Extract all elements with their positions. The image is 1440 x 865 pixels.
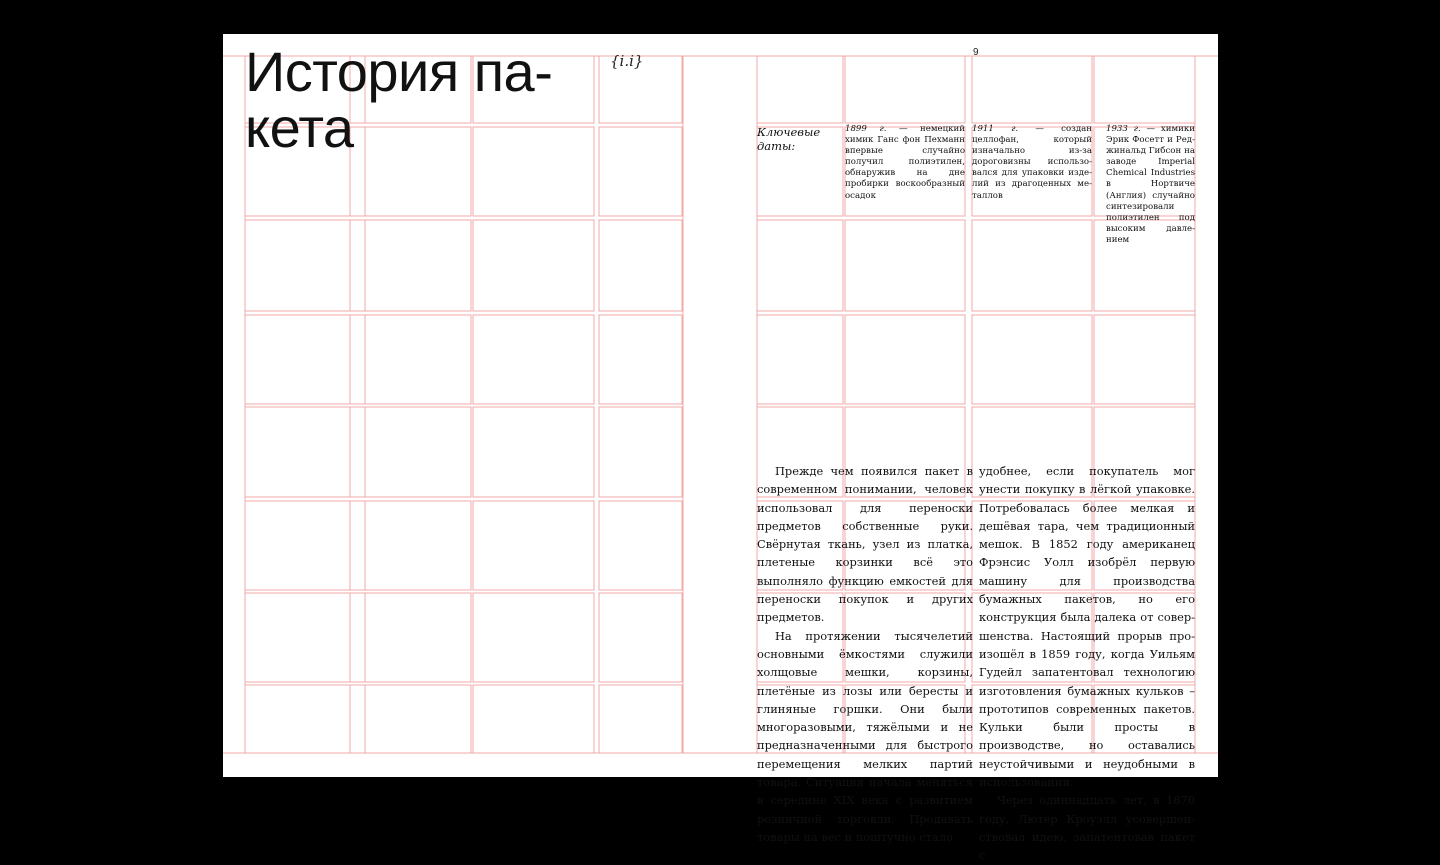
body-column-1 — [757, 462, 973, 846]
body-paragraph: удобнее, если покупатель мог унести покупку в лёгкой упаковке. Потребовалась более мелкая и дешёвая тара, чем традиционный мешок. В 1852 году американец Фрэнсис Уолл изобрёл первую машину для производства бумажных пакетов, но его конструкция была далека от совершенства. Настоящий прорыв произошёл в 1859 году, когда Уильям Гудейл запатентовал технологию изготовления бумажных кульков – прототипов современных пакетов. Кульки были просты в производстве, но оставались неустойчивыми и неудобными в использовании. — [979, 464, 1195, 790]
body-paragraph: На протяжении тысячелетий основными ёмкостями служили холщовые мешки, корзины, плетёные из лозы или бересты и глиняные горшки. Они были многоразовыми, тяжёлыми и не предназначенными для быстрого перемещения мелких партий товара. Ситуация начала меняться в середине XIX века с развитием розничной торговли. Продавать товары на вес и поштучно стало — [757, 628, 973, 844]
grid-module — [245, 685, 365, 753]
grid-module — [350, 593, 471, 682]
page-title: История па- кета — [245, 40, 553, 159]
grid-module — [599, 315, 682, 404]
grid-module — [245, 407, 365, 497]
grid-module — [845, 220, 965, 311]
key-dates-label: Ключевые даты: — [757, 125, 821, 153]
key-date-year: 1899 г. — [845, 124, 887, 134]
grid-module — [845, 56, 965, 123]
body-paragraph: Прежде чем появился пакет в современном понимании, человек использовал для переноски предметов собственные руки. Свёрнутая ткань, узел из платка, плетеные корзинки всё это выполняло функцию емкостей для переноски покупок и других предметов. — [757, 464, 973, 625]
grid-module — [757, 220, 843, 311]
grid-module — [473, 593, 594, 682]
grid-module — [245, 501, 365, 590]
section-tag: {i.i} — [610, 52, 644, 70]
grid-module — [350, 220, 471, 311]
key-date-text: — создан целлофан, который изначально из-за дороговизны использовался для упаковки изделий из драгоценных металлов — [972, 124, 1092, 201]
body-column-2 — [979, 462, 1195, 865]
grid-module — [599, 127, 682, 216]
grid-module — [972, 56, 1092, 123]
book-spread — [223, 34, 1218, 863]
grid-module — [473, 220, 594, 311]
key-date-1911 — [972, 124, 1092, 202]
grid-module — [473, 407, 594, 497]
grid-module — [845, 315, 965, 404]
key-date-year: 1911 г. — [972, 124, 1019, 134]
grid-module — [473, 315, 594, 404]
key-date-1899 — [845, 124, 965, 202]
grid-module — [245, 593, 365, 682]
grid-module — [599, 220, 682, 311]
grid-module — [599, 407, 682, 497]
key-date-1933 — [1106, 124, 1195, 246]
grid-module — [599, 501, 682, 590]
grid-module — [350, 315, 471, 404]
key-date-year: 1933 г. — [1106, 124, 1141, 134]
grid-module — [757, 315, 843, 404]
grid-module — [1094, 315, 1195, 404]
key-date-text: — химики Эрик Фосетт и Реджинальд Гибсон на заводе Imperial Chemical Industries в Нортвиче (Англия) случайно синтезировали полиэтилен под высоким давлением — [1106, 124, 1195, 245]
grid-module — [350, 407, 471, 497]
grid-module — [599, 593, 682, 682]
grid-module — [350, 501, 471, 590]
grid-module — [1094, 56, 1195, 123]
body-paragraph: Через одиннадцать лет, в 1870 году, Лютер Кроуэлл усовершенствовал идею, запатентовав пакет с — [979, 793, 1195, 863]
key-date-text: — немецкий химик Ганс фон Пехманн впервые случайно получил полиэтилен, обнаружив на дне пробирки воскообразный осадок — [845, 124, 965, 201]
grid-module — [599, 685, 682, 753]
grid-module — [972, 220, 1092, 311]
grid-module — [245, 315, 365, 404]
page-number: 9 — [973, 47, 979, 58]
grid-module — [757, 56, 843, 123]
grid-module — [473, 501, 594, 590]
grid-module — [473, 685, 594, 753]
grid-module — [972, 315, 1092, 404]
grid-module — [245, 220, 365, 311]
grid-module — [350, 685, 471, 753]
